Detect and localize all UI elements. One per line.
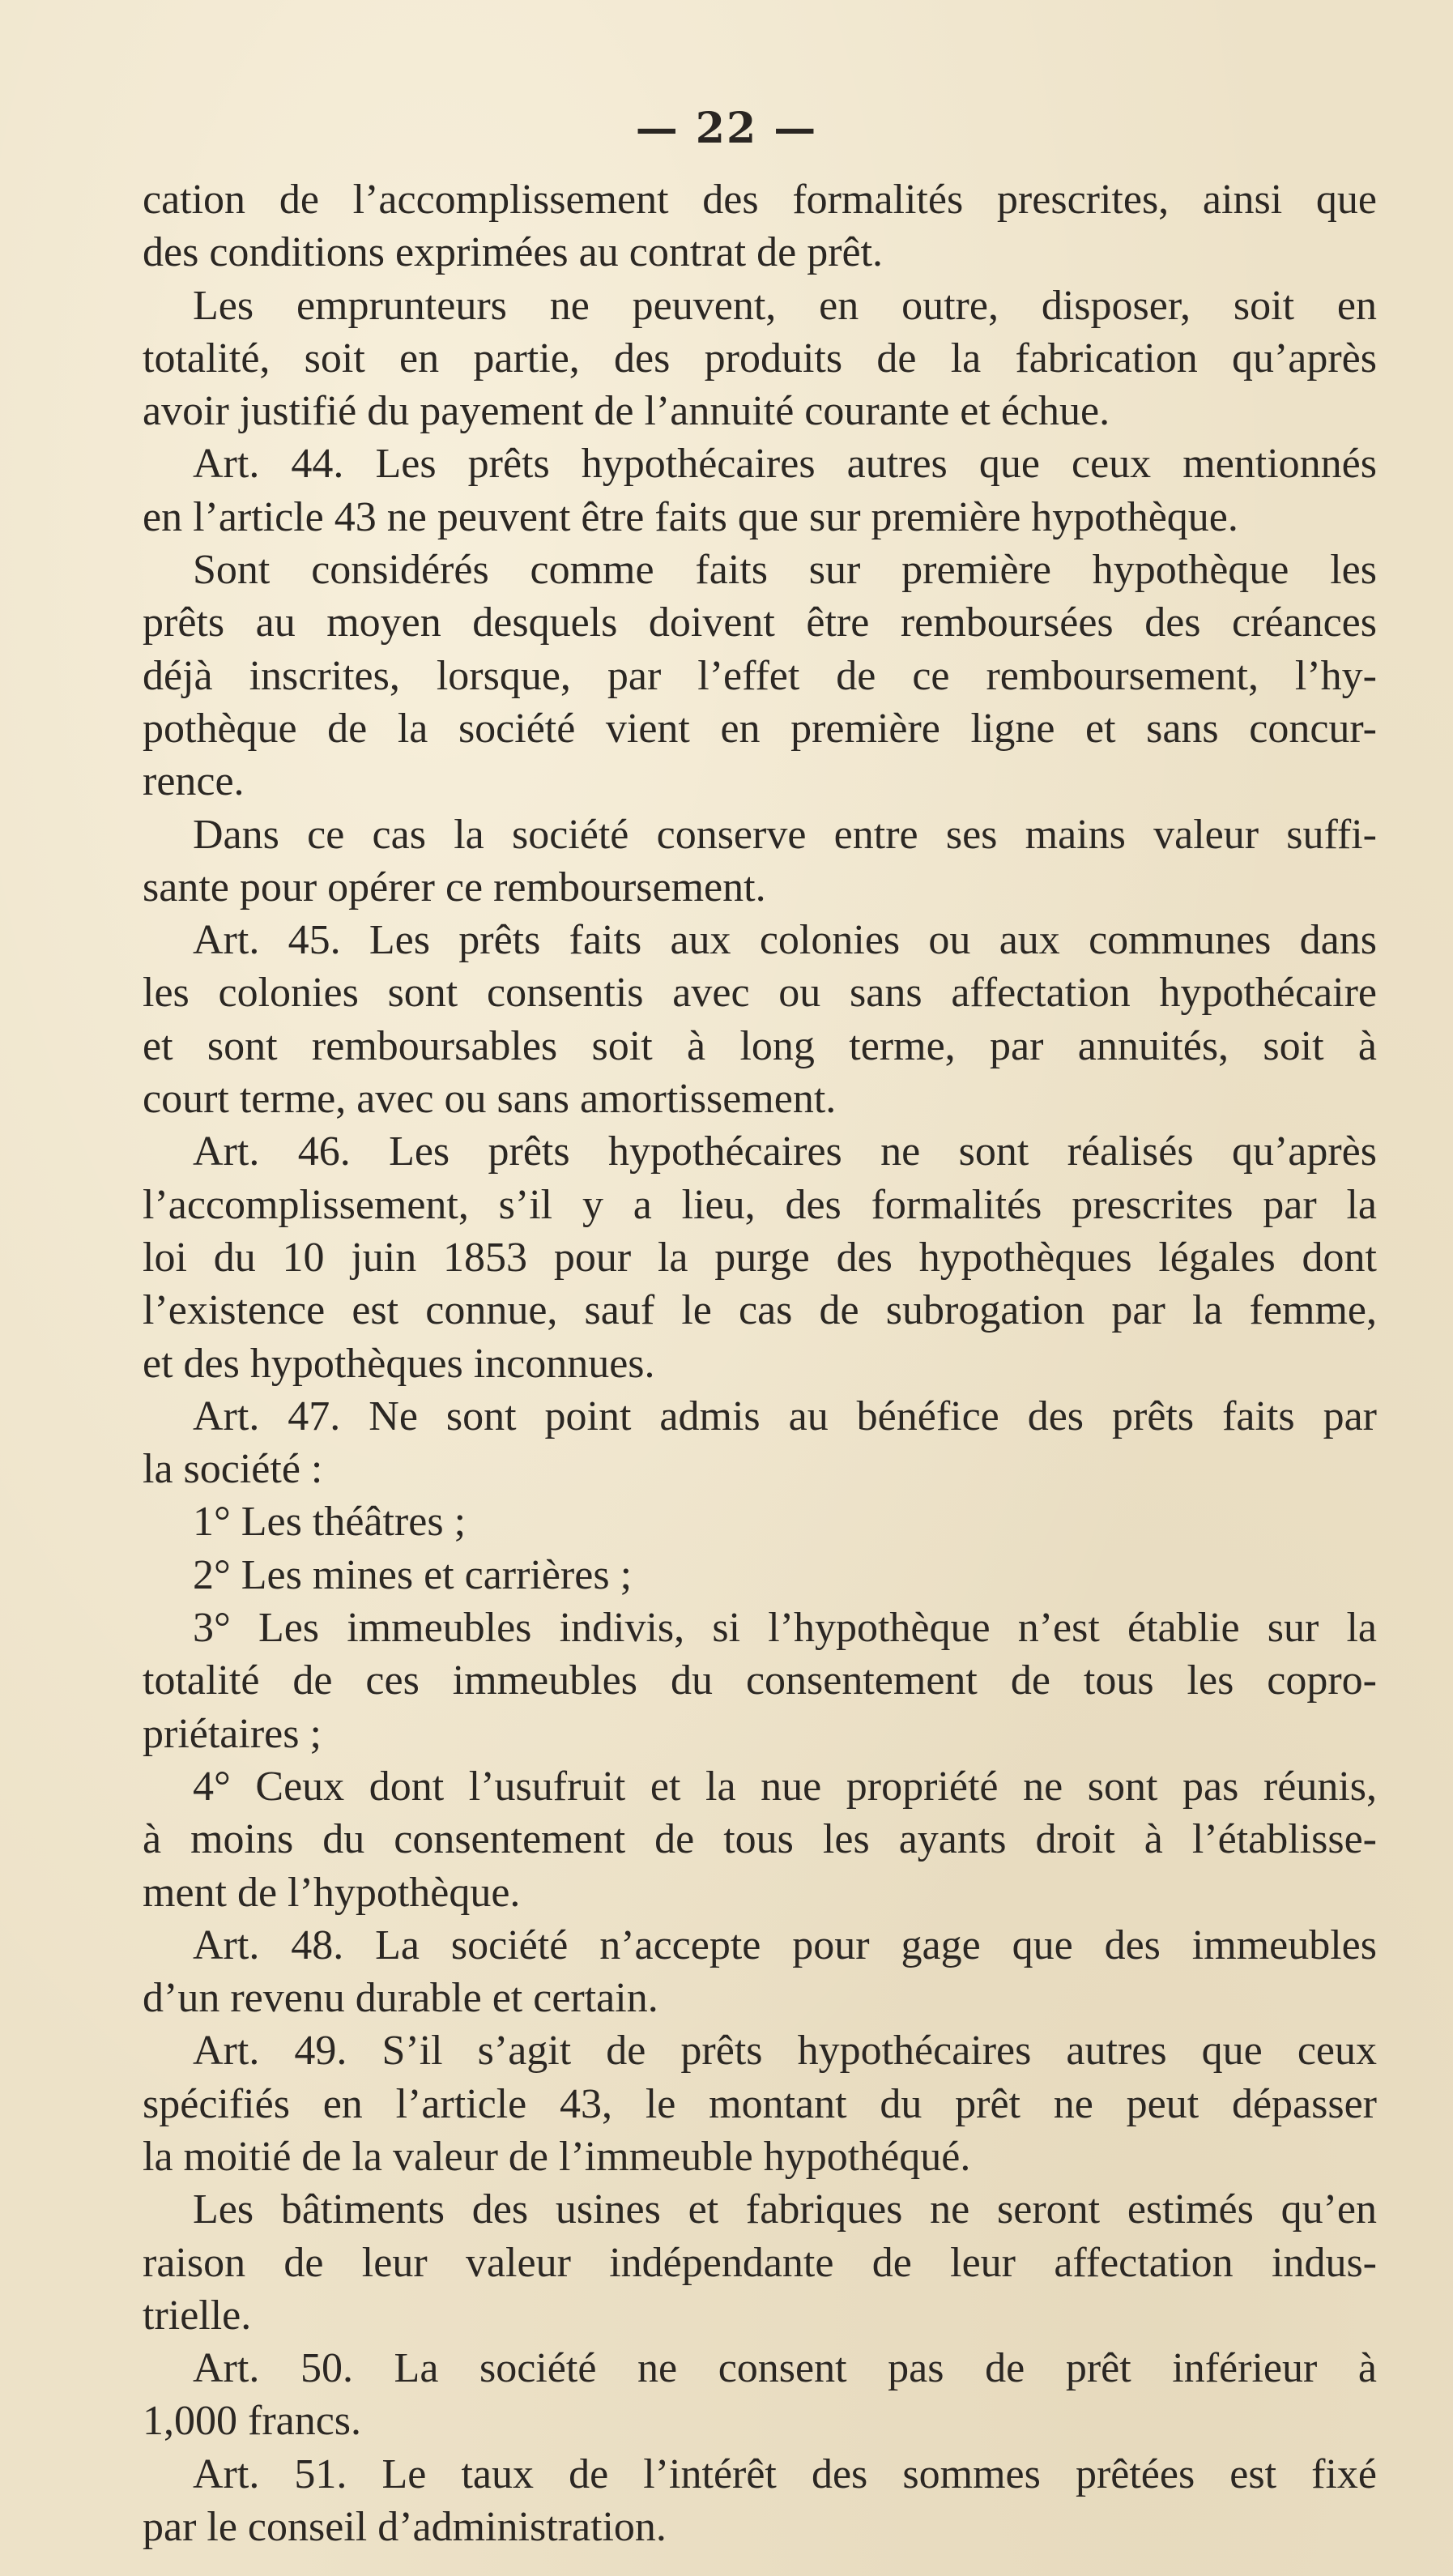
text-line: Art. 48. La société n’accepte pour gage que des immeubles [193,1921,1377,1968]
text-line: Art. 44. Les prêts hypothécaires autres que ceux mentionnés [193,441,1377,488]
text-line: en l’article 43 ne peuvent être faits que sur première hypothèque. [143,493,1238,540]
text-line: par le conseil d’administration. [143,2504,667,2551]
text-line: l’accomplissement, s’il y a lieu, des formalités prescrites par la [143,1181,1377,1228]
text-line: loi du 10 juin 1853 pour la purge des hypothèques légales dont [143,1234,1377,1281]
text-line: pothèque de la société vient en première ligne et sans concur- [143,705,1377,752]
text-line: 2° Les mines et carrières ; [193,1551,633,1598]
text-line: l’existence est connue, sauf le cas de subrogation par la femme, [143,1287,1377,1334]
text-line: Art. 46. Les prêts hypothécaires ne sont réalisés qu’après [193,1128,1377,1175]
text-line: 4° Ceux dont l’usufruit et la nue propriété ne sont pas réunis, [193,1763,1377,1810]
text-line: Art. 51. Le taux de l’intérêt des sommes prêtées est fixé [193,2450,1377,2497]
text-line: prêts au moyen desquels doivent être remboursées des créances [143,599,1377,646]
body-text [143,173,1377,2553]
text-line: cation de l’accomplissement des formalités prescrites, ainsi que [143,177,1377,223]
text-line: 1° Les théâtres ; [193,1499,467,1546]
text-line: avoir justifié du payement de l’annuité courante et échue. [143,388,1110,435]
text-line: Art. 50. La société ne consent pas de prêt inférieur à [193,2345,1377,2392]
text-line: ment de l’hypothèque. [143,1869,521,1916]
text-line: et sont remboursables soit à long terme, par annuités, soit à [143,1022,1377,1069]
text-line: déjà inscrites, lorsque, par l’effet de ce remboursement, l’hy- [143,652,1377,699]
text-line: rence. [143,758,245,805]
text-line: Art. 45. Les prêts faits aux colonies ou aux communes dans [193,917,1377,964]
text-line: totalité de ces immeubles du consentement de tous les copro- [143,1657,1377,1704]
text-line: Art. 47. Ne sont point admis au bénéfice des prêts faits par [193,1392,1377,1439]
text-line: la société : [143,1446,323,1493]
text-line: trielle. [143,2292,252,2339]
text-line: Art. 49. S’il s’agit de prêts hypothécaires autres que ceux [193,2028,1377,2075]
text-line: les colonies sont consentis avec ou sans affectation hypothécaire [143,970,1377,1017]
page-number: — 22 — [635,104,818,153]
text-line: totalité, soit en partie, des produits de la fabrication qu’après [143,335,1377,382]
text-line: 3° Les immeubles indivis, si l’hypothèque n’est établie sur la [193,1605,1377,1652]
text-line: Dans ce cas la société conserve entre ses mains valeur suffi- [193,811,1377,858]
text-line: priétaires ; [143,1710,322,1757]
text-line: Sont considérés comme faits sur première hypothèque les [193,547,1377,594]
text-line: court terme, avec ou sans amortissement. [143,1076,837,1123]
text-line: Les emprunteurs ne peuvent, en outre, disposer, soit en [193,282,1377,329]
text-line: des conditions exprimées au contrat de prêt. [143,229,884,276]
text-line: à moins du consentement de tous les ayants droit à l’établisse- [143,1816,1377,1863]
text-line: spécifiés en l’article 43, le montant du prêt ne peut dépasser [143,2080,1377,2127]
text-line: Les bâtiments des usines et fabriques ne seront estimés qu’en [193,2186,1377,2233]
text-line: la moitié de la valeur de l’immeuble hypothéqué. [143,2133,971,2180]
text-line: sante pour opérer ce remboursement. [143,864,766,911]
text-line: 1,000 francs. [143,2398,362,2445]
text-line: raison de leur valeur indépendante de leur affectation indus- [143,2239,1377,2286]
text-line: d’un revenu durable et certain. [143,1975,658,2022]
text-line: et des hypothèques inconnues. [143,1340,655,1387]
